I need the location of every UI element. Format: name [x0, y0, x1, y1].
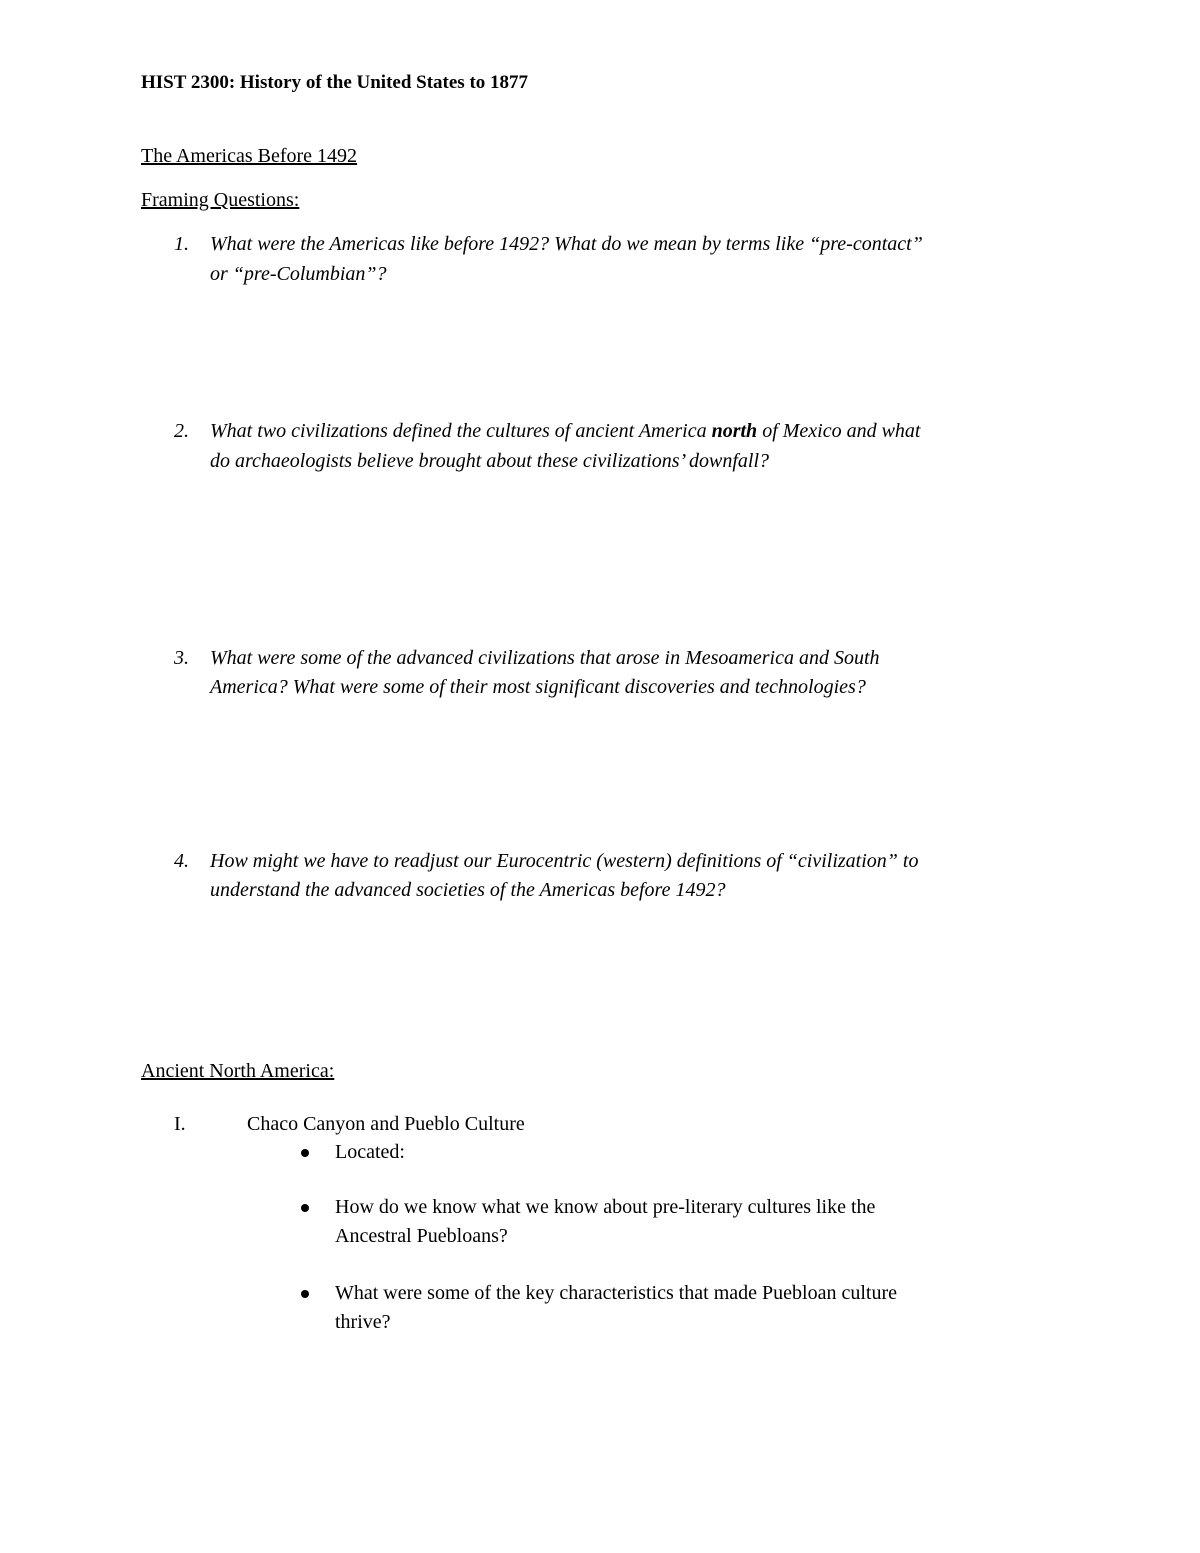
bullet-text: Ancestral Puebloans? — [335, 1225, 508, 1247]
question-number: 3. — [174, 647, 189, 669]
question-text — [210, 420, 921, 443]
question-text: America? What were some of their most significant discoveries and technologies? — [210, 676, 866, 698]
question-text-part: of Mexico and what — [757, 420, 921, 442]
question-text: What were some of the advanced civilizations that arose in Mesoamerica and South — [210, 647, 880, 669]
question-number: 2. — [174, 420, 189, 442]
question-text-part: What two civilizations defined the cultures of ancient America — [210, 420, 712, 442]
bullet-text: What were some of the key characteristics that made Puebloan culture — [335, 1282, 897, 1304]
bullet-icon — [301, 1204, 309, 1212]
question-text: understand the advanced societies of the Americas before 1492? — [210, 879, 726, 901]
bullet-text: thrive? — [335, 1311, 391, 1333]
outline-topic-title: Chaco Canyon and Pueblo Culture — [247, 1113, 525, 1135]
ancient-north-america-heading: Ancient North America: — [141, 1060, 335, 1082]
emphasis-north: north — [711, 420, 758, 442]
question-text: or “pre-Columbian”? — [210, 263, 387, 285]
question-text: What were the Americas like before 1492? What do we mean by terms like “pre-contact” — [210, 233, 923, 255]
bullet-text: Located: — [335, 1141, 405, 1163]
outline-numeral: I. — [174, 1113, 186, 1135]
question-number: 1. — [174, 233, 189, 255]
question-text: do archaeologists believe brought about these civilizations’ downfall? — [210, 450, 770, 472]
bullet-icon — [301, 1290, 309, 1298]
section-title: The Americas Before 1492 — [141, 145, 358, 167]
question-text: How might we have to readjust our Eurocentric (western) definitions of “civilization” to — [210, 850, 919, 872]
framing-questions-heading: Framing Questions: — [141, 189, 300, 211]
bullet-text: How do we know what we know about pre-literary cultures like the — [335, 1196, 876, 1218]
bullet-icon — [301, 1149, 309, 1157]
course-title: HIST 2300: History of the United States to 1877 — [141, 72, 529, 93]
question-number: 4. — [174, 850, 189, 872]
